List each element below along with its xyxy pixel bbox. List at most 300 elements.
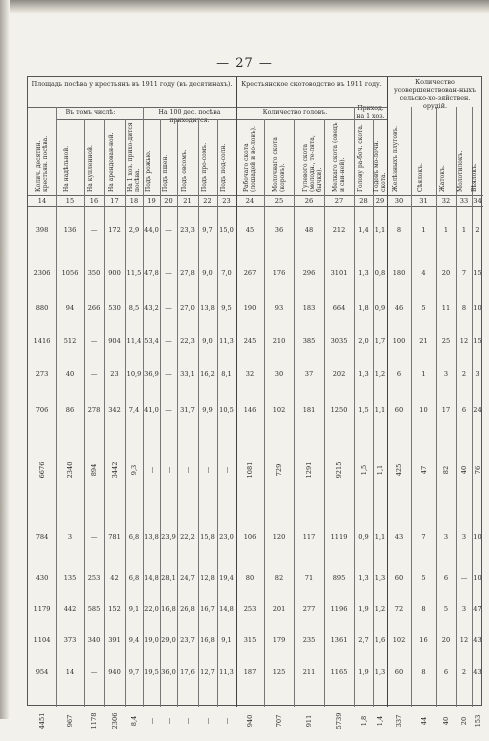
table-cell: 1,8 <box>358 304 369 312</box>
table-cell: 8 <box>421 668 426 676</box>
table-cell: 15,0 <box>219 226 234 234</box>
table-cell: 940 <box>246 714 254 728</box>
table-cell: 1,1 <box>374 226 386 234</box>
table-cell: 315 <box>243 636 257 644</box>
table-cell: — <box>165 304 172 312</box>
table-cell: 253 <box>243 605 257 613</box>
table-cell: 1,3 <box>374 574 386 582</box>
table-cell: 267 <box>243 269 257 277</box>
table-cell: 15 <box>473 337 482 345</box>
table-cell: 6 <box>443 574 449 582</box>
table-cell: 19,5 <box>144 668 159 676</box>
table-cell: 41,0 <box>144 406 159 414</box>
table-cell: 172 <box>108 226 121 234</box>
table-cell: 911 <box>305 714 313 728</box>
column-number-16: 16 <box>89 197 99 205</box>
table-cell: 13,8 <box>200 304 215 312</box>
table-cell: 1,6 <box>374 636 386 644</box>
scan-edge-left <box>0 0 10 719</box>
table-cell: 17,6 <box>180 668 195 676</box>
table-cell: 60 <box>394 668 404 676</box>
table-cell: 21 <box>419 337 428 345</box>
table-cell: 1165 <box>330 668 348 676</box>
column-header-15: Голову ра-боч. скота. <box>356 124 364 192</box>
column-number-31: 31 <box>419 197 428 205</box>
table-cell: — <box>90 337 98 345</box>
table-cell: 13,8 <box>144 533 159 541</box>
table-cell: 12 <box>459 337 469 345</box>
table-cell: 664 <box>332 304 346 312</box>
table-cell: 31,7 <box>180 406 195 414</box>
table-cell: 7 <box>461 269 467 277</box>
table-cell: 22,3 <box>180 337 195 345</box>
table-cell: 342 <box>108 406 121 414</box>
table-cell: 94 <box>65 304 75 312</box>
table-cell: 273 <box>35 370 49 378</box>
table-cell: 8,1 <box>221 370 232 378</box>
column-number-22: 22 <box>203 197 212 205</box>
table-cell: — <box>203 717 212 725</box>
table-cell: 24 <box>473 406 482 414</box>
table-cell: 33,1 <box>180 370 195 378</box>
column-number-29: 29 <box>375 197 385 205</box>
table-cell: 201 <box>272 605 286 613</box>
table-cell: 47,8 <box>144 269 159 277</box>
table-cell: 425 <box>395 463 403 477</box>
column-number-32: 32 <box>441 197 451 205</box>
column-number-33: 33 <box>459 197 469 205</box>
table-cell: 20 <box>460 716 468 726</box>
table-cell: 373 <box>63 636 77 644</box>
table-cell: 1104 <box>33 636 51 644</box>
table-cell: 4 <box>421 269 426 277</box>
table-cell: 20 <box>441 636 451 644</box>
table-cell: 967 <box>66 714 74 728</box>
column-header-1: Колич. десятин. крестьян. посѣва. <box>35 135 49 192</box>
table-cell: 14,8 <box>219 605 234 613</box>
table-cell: 48 <box>304 226 314 234</box>
table-cell: 3442 <box>110 461 119 479</box>
table-cell: 337 <box>395 714 403 728</box>
table-cell: 3 <box>461 605 467 613</box>
table-cell: 9,7 <box>128 668 140 676</box>
table-cell: 5 <box>443 605 449 613</box>
table-cell: 80 <box>245 574 255 582</box>
table-cell: 23,0 <box>219 533 234 541</box>
table-cell: 190 <box>243 304 257 312</box>
table-cell: 12,8 <box>200 574 215 582</box>
table-cell: 12 <box>459 636 469 644</box>
table-cell: 120 <box>272 533 286 541</box>
table-cell: — <box>90 533 98 541</box>
table-cell: 210 <box>272 337 286 345</box>
column-header-5: На 1 хоз. прихо-дится посѣва. <box>127 122 141 192</box>
table-cell: 30 <box>274 370 284 378</box>
table-cell: 585 <box>87 605 101 613</box>
table-cell: 43 <box>394 533 404 541</box>
table-cell: 4451 <box>38 712 46 730</box>
table-cell: 9,5 <box>221 304 232 312</box>
table-cell: 1250 <box>330 406 348 414</box>
column-header-8: Подъ овсомъ. <box>180 149 188 192</box>
table-cell: 93 <box>274 304 284 312</box>
table-cell: 1196 <box>330 605 348 613</box>
table-cell: — <box>165 226 172 234</box>
table-cell: — <box>164 717 173 725</box>
table-cell: 1,5 <box>359 464 368 476</box>
column-header-12: Молочнаго скота (коровъ). <box>272 136 286 192</box>
table-cell: 47 <box>473 605 482 613</box>
table-cell: 14,8 <box>144 574 159 582</box>
column-header-9: Подъ про-сомъ. <box>200 142 208 192</box>
table-cell: 1,5 <box>358 406 369 414</box>
table-cell: 9,9 <box>202 406 213 414</box>
table-cell: 1081 <box>246 461 254 479</box>
table-cell: 16,7 <box>200 605 215 613</box>
table-cell: — <box>147 466 156 474</box>
table-cell: — <box>222 466 231 474</box>
table-cell: 8 <box>396 226 402 234</box>
column-number-20: 20 <box>164 197 173 205</box>
table-cell: 29,0 <box>161 636 176 644</box>
table-cell: 895 <box>332 574 346 582</box>
table-cell: — <box>165 337 172 345</box>
table-cell: 1,1 <box>374 406 386 414</box>
table-cell: 12,7 <box>200 668 215 676</box>
table-cell: 181 <box>302 406 316 414</box>
table-cell: — <box>203 466 212 474</box>
table-cell: 27,8 <box>180 269 195 277</box>
column-header-6: Подъ рожью. <box>144 150 152 192</box>
table-cell: 8,5 <box>128 304 140 312</box>
table-cell: 781 <box>108 533 121 541</box>
column-number-26: 26 <box>304 197 314 205</box>
table-cell: 183 <box>302 304 316 312</box>
table-cell: 25 <box>441 337 451 345</box>
table-cell: 19,4 <box>219 574 234 582</box>
table-cell: 1,3 <box>374 668 386 676</box>
table-cell: 82 <box>442 465 450 475</box>
table-cell: 16 <box>419 636 428 644</box>
table-cell: 10 <box>473 533 482 541</box>
column-number-34: 34 <box>473 197 482 205</box>
table-cell: 37 <box>304 370 314 378</box>
table-cell: 11 <box>441 304 451 312</box>
table-cell: 136 <box>63 226 77 234</box>
column-number-28: 28 <box>359 197 368 205</box>
column-header-3: На купленной. <box>87 145 94 192</box>
table-cell: 2306 <box>110 712 119 730</box>
table-cell: 3 <box>461 533 467 541</box>
table-cell: 0,9 <box>358 533 369 541</box>
table-cell: 430 <box>35 574 49 582</box>
table-cell: 28,1 <box>161 574 176 582</box>
subgroup-heads: Количество головъ. <box>262 109 328 116</box>
table-cell: 5 <box>421 304 426 312</box>
table-cell: 36,0 <box>161 668 176 676</box>
table-cell: 212 <box>332 226 346 234</box>
table-cell: 2 <box>475 226 480 234</box>
table-cell: 8 <box>461 304 467 312</box>
group-title-area: Площадь посѣва у крестьянъ въ 1911 году (въ десятинахъ). <box>31 80 233 88</box>
table-cell: 9,0 <box>202 337 213 345</box>
table-cell: 706 <box>35 406 49 414</box>
table-cell: — <box>183 466 192 474</box>
table-cell: 7,0 <box>221 269 232 277</box>
table-cell: 1,9 <box>358 605 369 613</box>
table-cell: 211 <box>302 668 316 676</box>
table-cell: 60 <box>394 406 404 414</box>
column-header-11: Рабочаго скота (лошадей и во-ловъ). <box>243 126 257 192</box>
column-number-19: 19 <box>147 197 156 205</box>
table-cell: 102 <box>272 406 286 414</box>
table-cell: 40 <box>442 716 450 726</box>
column-header-21: Вѣялокъ. <box>470 163 478 192</box>
table-cell: 11,5 <box>126 269 142 277</box>
table-cell: 176 <box>272 269 286 277</box>
column-number-18: 18 <box>129 197 139 205</box>
subgroup-per-farm: Приход. на 1 хоз. <box>356 105 385 120</box>
header-rule-0 <box>28 107 387 108</box>
table-cell: 1291 <box>305 461 313 479</box>
group-title-implements: Количество усовершенствован-ныхъ сельско-хо-зяйствен. орудій. <box>393 78 477 110</box>
table-cell: — <box>90 370 98 378</box>
table-cell: 2,9 <box>128 226 140 234</box>
table-cell: 2 <box>461 370 467 378</box>
table-cell: 6 <box>443 668 449 676</box>
group-title-livestock: Крестьянское скотоводство въ 1911 году. <box>241 80 382 88</box>
table-cell: 1,2 <box>374 370 386 378</box>
header-rule-2 <box>28 195 483 196</box>
table-cell: 46 <box>394 304 404 312</box>
table-cell: 125 <box>272 668 286 676</box>
table-cell: 9215 <box>335 461 343 479</box>
column-header-20: Молотилокъ. <box>457 150 464 192</box>
column-number-24: 24 <box>245 197 255 205</box>
table-cell: 152 <box>108 605 121 613</box>
table-cell: 44 <box>419 716 428 726</box>
table-cell: 940 <box>108 668 121 676</box>
column-header-10: Подъ под-солн. <box>219 143 227 192</box>
header-rule-3 <box>28 206 483 207</box>
table-cell: 11,4 <box>126 337 142 345</box>
table-cell: 5 <box>421 574 426 582</box>
table-cell: 442 <box>63 605 77 613</box>
table-cell: 76 <box>473 465 482 475</box>
table-cell: 40 <box>460 465 468 475</box>
table-cell: 86 <box>65 406 75 414</box>
column-number-15: 15 <box>65 197 75 205</box>
table-cell: 3 <box>475 370 480 378</box>
table-cell: 135 <box>63 574 77 582</box>
table-cell: 8 <box>421 605 426 613</box>
table-cell: 9,1 <box>128 605 140 613</box>
table-cell: 954 <box>35 668 49 676</box>
table-cell: 60 <box>394 574 404 582</box>
column-number-30: 30 <box>394 197 404 205</box>
table-cell: 880 <box>35 304 49 312</box>
table-cell: 3 <box>443 370 449 378</box>
table-cell: 100 <box>392 337 406 345</box>
table-cell: 153 <box>473 714 482 728</box>
table-cell: 2,0 <box>358 337 369 345</box>
table-cell: 1,1 <box>374 533 386 541</box>
table-cell: 340 <box>87 636 101 644</box>
table-cell: 36,9 <box>144 370 159 378</box>
table-cell: 17 <box>441 406 451 414</box>
table-cell: 1,8 <box>359 715 368 727</box>
table-cell: 2,7 <box>358 636 369 644</box>
table-cell: 10 <box>473 304 482 312</box>
table-cell: 1,3 <box>358 574 369 582</box>
table-cell: 235 <box>302 636 316 644</box>
table-cell: 1,7 <box>374 337 386 345</box>
table-cell: 44,0 <box>144 226 159 234</box>
column-number-27: 27 <box>334 197 344 205</box>
table-cell: 23 <box>110 370 119 378</box>
table-cell: 350 <box>87 269 101 277</box>
table-cell: 7 <box>421 533 426 541</box>
table-cell: 24,7 <box>180 574 195 582</box>
subgroup-per-100: На 100 дес. посѣва приходится: <box>158 109 221 124</box>
table-cell: — <box>165 406 172 414</box>
table-cell: 530 <box>108 304 121 312</box>
table-cell: 9,7 <box>202 226 213 234</box>
table-cell: 6 <box>461 406 467 414</box>
table-cell: 6,8 <box>128 533 140 541</box>
table-cell: 3 <box>443 533 449 541</box>
table-cell: 15,8 <box>200 533 215 541</box>
table-cell: 1,1 <box>376 464 384 476</box>
table-cell: 202 <box>332 370 346 378</box>
table-cell: 1179 <box>33 605 51 613</box>
statistics-table <box>27 76 482 730</box>
column-header-16: Годовъ мо-лочн. скота. <box>373 140 387 192</box>
table-cell: 102 <box>392 636 406 644</box>
table-cell: 6676 <box>38 461 46 479</box>
table-cell: 900 <box>108 269 121 277</box>
column-header-4: На арендован-ной. <box>107 132 115 192</box>
scan-edge-top <box>0 0 489 14</box>
table-cell: 1,2 <box>374 605 386 613</box>
table-cell: 385 <box>302 337 316 345</box>
column-number-17: 17 <box>110 197 119 205</box>
table-cell: 1,4 <box>376 715 384 727</box>
column-header-19: Жатокъ. <box>439 165 446 192</box>
table-cell: 1056 <box>61 269 79 277</box>
column-header-18: Сѣялокъ. <box>416 163 424 192</box>
table-cell: 20 <box>441 269 451 277</box>
table-cell: 72 <box>394 605 404 613</box>
table-cell: 27,0 <box>180 304 195 312</box>
table-cell: 71 <box>304 574 314 582</box>
table-cell: 245 <box>243 337 257 345</box>
column-header-17: Желѣзныхъ плуговъ. <box>392 125 399 192</box>
table-cell: 1,3 <box>358 269 369 277</box>
table-cell: 9,0 <box>202 269 213 277</box>
table-cell: 3 <box>67 533 73 541</box>
table-cell: 2 <box>461 668 467 676</box>
column-header-14: Мелкаго скота (овецъ и сви-ней). <box>332 122 346 192</box>
table-cell: 16,8 <box>200 636 215 644</box>
table-cell: 277 <box>302 605 316 613</box>
table-cell: 10,5 <box>219 406 234 414</box>
table-cell: 2340 <box>66 461 74 479</box>
table-cell: 42 <box>110 574 119 582</box>
table-cell: 106 <box>243 533 257 541</box>
table-cell: 391 <box>108 636 121 644</box>
table-cell: 11,3 <box>219 668 234 676</box>
table-cell: — <box>90 226 98 234</box>
table-cell: 36 <box>274 226 284 234</box>
column-number-14: 14 <box>37 197 47 205</box>
table-cell: 2306 <box>33 269 51 277</box>
table-cell: 43 <box>473 668 482 676</box>
page-number: — 27 — <box>216 56 273 71</box>
table-cell: — <box>164 466 173 474</box>
table-cell: — <box>90 668 98 676</box>
table-cell: — <box>183 717 192 725</box>
table-cell: 6,8 <box>128 574 140 582</box>
table-cell: 266 <box>87 304 101 312</box>
table-cell: 15 <box>473 269 482 277</box>
column-header-2: На надѣльной. <box>63 145 70 192</box>
table-cell: 23,3 <box>180 226 195 234</box>
column-header-13: Гулевого скота (молодн., те-лята, бычки). <box>302 135 323 192</box>
table-cell: 22,0 <box>144 605 159 613</box>
table-cell: 296 <box>302 269 316 277</box>
table-cell: 117 <box>302 533 316 541</box>
table-cell: 5739 <box>335 712 343 730</box>
table-cell: 32 <box>245 370 255 378</box>
table-cell: 23,7 <box>180 636 195 644</box>
table-cell: 398 <box>35 226 49 234</box>
table-cell: 53,4 <box>144 337 159 345</box>
table-cell: 784 <box>35 533 49 541</box>
table-cell: 1 <box>443 226 449 234</box>
table-cell: 43,2 <box>144 304 159 312</box>
table-cell: 82 <box>274 574 284 582</box>
table-cell: 1119 <box>330 533 348 541</box>
table-cell: 9,3 <box>130 464 138 476</box>
table-cell: 10,9 <box>126 370 142 378</box>
column-number-23: 23 <box>222 197 231 205</box>
table-cell: 1178 <box>90 712 98 730</box>
table-cell: 0,8 <box>374 269 386 277</box>
table-cell: 11,3 <box>219 337 234 345</box>
table-cell: 9,4 <box>128 636 140 644</box>
column-header-7: Подъ пшен. <box>161 154 169 192</box>
table-cell: 45 <box>245 226 255 234</box>
table-cell: 3035 <box>330 337 348 345</box>
subgroup-in-total: Въ томъ числѣ: <box>65 109 116 116</box>
table-cell: — <box>165 269 172 277</box>
table-cell: 43 <box>473 636 482 644</box>
table-cell: 8,4 <box>130 715 138 727</box>
table-cell: 22,2 <box>180 533 195 541</box>
table-cell: 1 <box>421 370 426 378</box>
table-cell: 9,1 <box>221 636 232 644</box>
table-cell: 1,3 <box>358 370 369 378</box>
table-cell: 729 <box>275 463 283 477</box>
table-cell: 707 <box>275 714 283 728</box>
table-cell: 1361 <box>330 636 348 644</box>
table-cell: 1416 <box>33 337 51 345</box>
table-cell: 1,4 <box>358 226 369 234</box>
table-cell: 180 <box>392 269 406 277</box>
table-cell: 3101 <box>330 269 348 277</box>
table-cell: — <box>165 370 172 378</box>
